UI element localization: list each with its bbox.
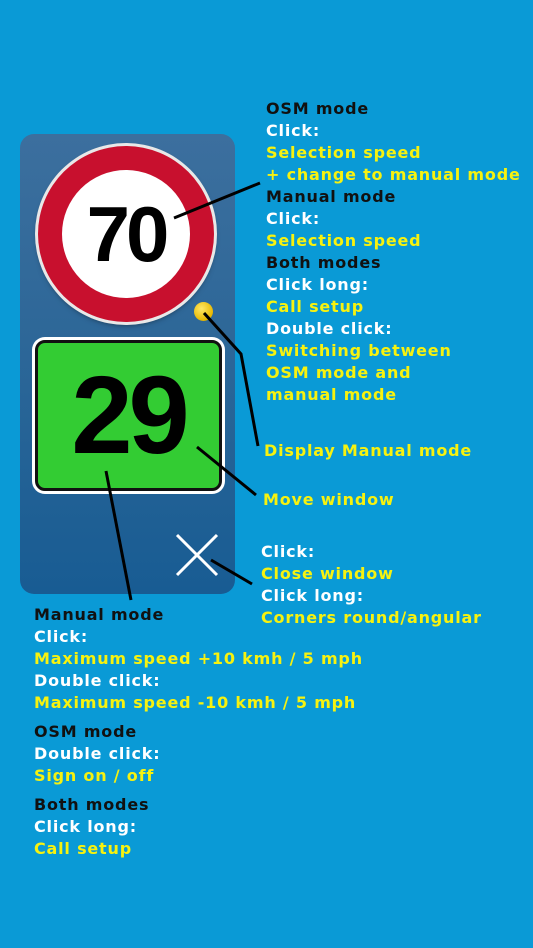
both-double-click-action-2: OSM mode and: [266, 363, 412, 382]
bottom-manual-click-action: Maximum speed +10 kmh / 5 mph: [34, 649, 363, 668]
bottom-both-click-long-action: Call setup: [34, 839, 132, 858]
both-double-click-action-3: manual mode: [266, 385, 397, 404]
speed-limit-value: 70: [86, 190, 166, 278]
close-click-long-action: Corners round/angular: [261, 608, 482, 627]
bottom-osm-double-click-label: Double click:: [34, 744, 161, 763]
bottom-both-modes-title: Both modes: [34, 795, 150, 814]
manual-click-label: Click:: [266, 209, 321, 228]
display-manual-mode-label: Display Manual mode: [264, 441, 473, 460]
both-double-click-label: Double click:: [266, 319, 393, 338]
bottom-osm-double-click-action: Sign on / off: [34, 766, 155, 785]
help-text-right: [266, 98, 521, 406]
both-click-long-action: Call setup: [266, 297, 364, 316]
help-text-bottom-osm: [34, 721, 160, 787]
close-click-long-label: Click long:: [261, 586, 364, 605]
close-click-action: Close window: [261, 564, 394, 583]
bottom-both-click-long-label: Click long:: [34, 817, 137, 836]
both-modes-title: Both modes: [266, 253, 382, 272]
manual-click-action: Selection speed: [266, 231, 422, 250]
manual-mode-title: Manual mode: [266, 187, 397, 206]
current-speed-value: 29: [71, 353, 186, 477]
bottom-manual-mode-title: Manual mode: [34, 605, 165, 624]
leader-line-display: [197, 447, 256, 495]
help-text-bottom-both: [34, 794, 149, 860]
move-window-label: Move window: [263, 490, 395, 509]
help-text-bottom-manual: [34, 604, 363, 714]
osm-click-action-1: Selection speed: [266, 143, 422, 162]
osm-click-action-2: + change to manual mode: [266, 165, 521, 184]
close-click-label: Click:: [261, 542, 316, 561]
osm-click-label: Click:: [266, 121, 321, 140]
leader-line-sign: [174, 183, 260, 218]
leader-line-close: [211, 560, 252, 584]
bottom-manual-double-click-action: Maximum speed -10 kmh / 5 mph: [34, 693, 357, 712]
leader-line-indicator: [204, 313, 258, 446]
bottom-osm-mode-title: OSM mode: [34, 722, 137, 741]
both-click-long-label: Click long:: [266, 275, 369, 294]
bottom-manual-click-label: Click:: [34, 627, 89, 646]
both-double-click-action-1: Switching between: [266, 341, 452, 360]
osm-mode-title: OSM mode: [266, 99, 369, 118]
bottom-manual-double-click-label: Double click:: [34, 671, 161, 690]
leader-line-bottom: [106, 471, 131, 600]
